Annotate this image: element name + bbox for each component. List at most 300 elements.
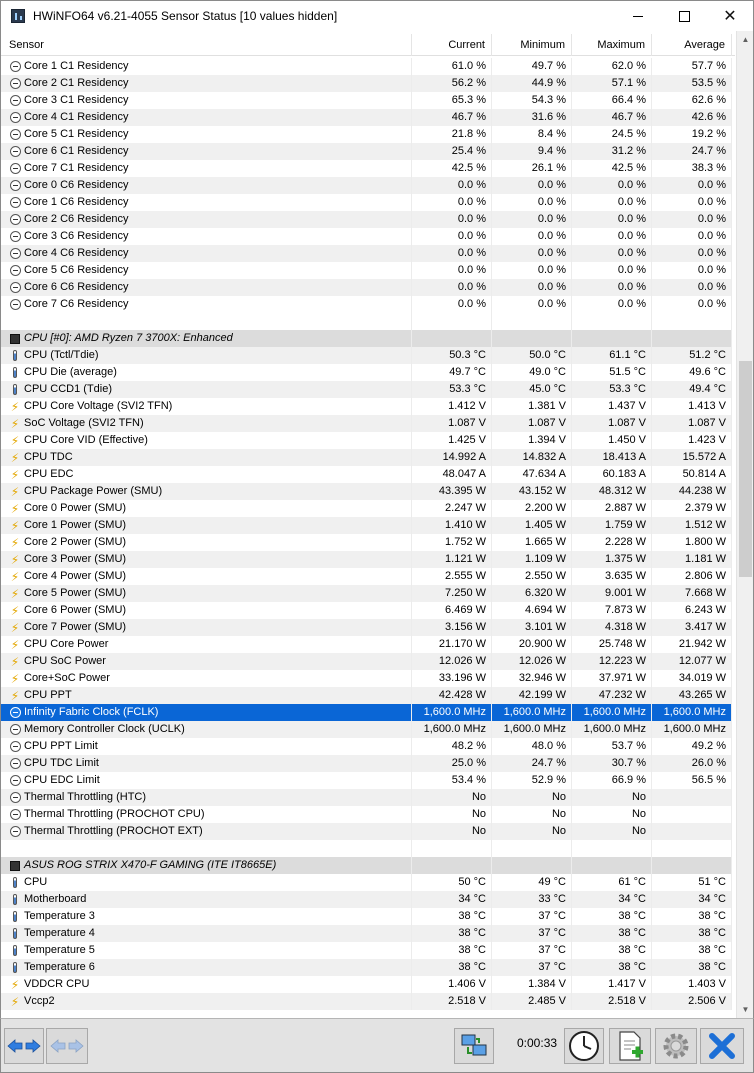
minimum-value-cell: 31.6 % — [492, 109, 572, 126]
close-sensors-button[interactable] — [700, 1028, 744, 1064]
maximum-value-cell: 61.1 °C — [572, 347, 652, 364]
sensor-label: Core 7 Power (SMU) — [24, 621, 127, 633]
thermometer-icon — [9, 384, 21, 396]
maximum-value-cell: 66.4 % — [572, 92, 652, 109]
table-row[interactable] — [1, 789, 734, 806]
current-value-cell: 33.196 W — [412, 670, 492, 687]
current-value-cell — [412, 840, 492, 857]
sensor-name-cell — [1, 517, 412, 534]
maximum-value-cell: 1.417 V — [572, 976, 652, 993]
thermometer-icon — [9, 350, 21, 362]
network-computers-icon — [459, 1031, 489, 1061]
table-row[interactable] — [1, 296, 734, 313]
clock-icon — [9, 112, 21, 124]
current-value-cell: 14.992 A — [412, 449, 492, 466]
sensor-label: Core 2 C1 Residency — [24, 77, 129, 89]
table-row[interactable] — [1, 58, 734, 75]
network-button[interactable] — [454, 1028, 494, 1064]
average-value-cell: 49.2 % — [652, 738, 732, 755]
bolt-icon: ⚡ — [10, 688, 20, 703]
clock-icon — [9, 197, 21, 209]
table-row[interactable] — [1, 721, 734, 738]
left-right-arrows-disabled-icon — [50, 1037, 84, 1055]
minimum-value-cell: 42.199 W — [492, 687, 572, 704]
table-row[interactable] — [1, 925, 734, 942]
minimum-value-cell: 6.320 W — [492, 585, 572, 602]
average-value-cell: 38.3 % — [652, 160, 732, 177]
sensor-label: VDDCR CPU — [24, 978, 90, 990]
current-value-cell: 0.0 % — [412, 245, 492, 262]
table-row[interactable] — [1, 279, 734, 296]
table-row[interactable] — [1, 109, 734, 126]
sensor-name-cell — [1, 789, 412, 806]
reset-timer-button[interactable] — [564, 1028, 604, 1064]
minimum-value-cell: 0.0 % — [492, 194, 572, 211]
average-value-cell: 38 °C — [652, 925, 732, 942]
average-value-cell: 1.423 V — [652, 432, 732, 449]
maximum-value-cell: 46.7 % — [572, 109, 652, 126]
sensor-label: Core 1 Power (SMU) — [24, 519, 127, 531]
maximum-value-cell: 30.7 % — [572, 755, 652, 772]
table-row[interactable] — [1, 262, 734, 279]
sensor-label: Thermal Throttling (PROCHOT EXT) — [24, 825, 203, 837]
minimize-button[interactable] — [615, 1, 661, 31]
minimum-value-cell: No — [492, 806, 572, 823]
current-value-cell: 48.047 A — [412, 466, 492, 483]
table-row[interactable] — [1, 449, 734, 466]
table-row[interactable] — [1, 194, 734, 211]
sensor-name-cell — [1, 364, 412, 381]
table-row[interactable] — [1, 823, 734, 840]
current-value-cell: 38 °C — [412, 942, 492, 959]
maximum-value-cell: 25.748 W — [572, 636, 652, 653]
maximum-value-cell: 62.0 % — [572, 58, 652, 75]
average-value-cell: 49.6 °C — [652, 364, 732, 381]
table-row[interactable] — [1, 704, 734, 721]
table-row[interactable] — [1, 500, 734, 517]
maximum-value-cell — [572, 313, 652, 330]
table-row[interactable] — [1, 942, 734, 959]
sensor-name-cell — [1, 925, 412, 942]
table-row[interactable] — [1, 398, 734, 415]
table-row[interactable] — [1, 959, 734, 976]
minimum-value-cell: 49.0 °C — [492, 364, 572, 381]
minimum-value-cell: 1.381 V — [492, 398, 572, 415]
average-value-cell — [652, 330, 732, 347]
clock-icon — [9, 248, 21, 260]
maximum-value-cell: 1.759 W — [572, 517, 652, 534]
current-value-cell: 1.410 W — [412, 517, 492, 534]
sensor-label: Core 3 C1 Residency — [24, 94, 129, 106]
sensor-label: Thermal Throttling (HTC) — [24, 791, 147, 803]
average-value-cell: 34 °C — [652, 891, 732, 908]
table-row[interactable] — [1, 92, 734, 109]
sensor-name-cell — [1, 177, 412, 194]
sensor-label: Core 3 C6 Residency — [24, 230, 129, 242]
table-row[interactable] — [1, 772, 734, 789]
current-value-cell: No — [412, 806, 492, 823]
table-row[interactable] — [1, 245, 734, 262]
table-row[interactable] — [1, 177, 734, 194]
current-value-cell: No — [412, 789, 492, 806]
table-row[interactable] — [1, 143, 734, 160]
average-value-cell: 34.019 W — [652, 670, 732, 687]
minimum-value-cell: 1.109 W — [492, 551, 572, 568]
sensor-label: Core 6 C6 Residency — [24, 281, 129, 293]
sensor-label: CPU CCD1 (Tdie) — [24, 383, 113, 395]
bolt-icon: ⚡ — [10, 994, 20, 1009]
current-value-cell: 25.0 % — [412, 755, 492, 772]
average-value-cell: 15.572 A — [652, 449, 732, 466]
table-row[interactable] — [1, 126, 734, 143]
minimum-value-cell: 37 °C — [492, 908, 572, 925]
column-header-current[interactable]: Current — [412, 34, 492, 56]
bolt-icon: ⚡ — [10, 620, 20, 635]
maximum-value-cell: 18.413 A — [572, 449, 652, 466]
average-value-cell: 38 °C — [652, 908, 732, 925]
scroll-down-arrow-icon[interactable]: ▼ — [741, 1005, 750, 1014]
average-value-cell: 2.379 W — [652, 500, 732, 517]
sensor-name-cell — [1, 806, 412, 823]
thermometer-icon — [9, 894, 21, 906]
bolt-icon: ⚡ — [10, 501, 20, 516]
minimum-value-cell: 0.0 % — [492, 262, 572, 279]
sensor-name-cell — [1, 313, 412, 330]
minimum-value-cell: 0.0 % — [492, 245, 572, 262]
maximum-value-cell: 42.5 % — [572, 160, 652, 177]
sensor-name-cell — [1, 398, 412, 415]
table-row[interactable] — [1, 636, 734, 653]
maximum-value-cell: 4.318 W — [572, 619, 652, 636]
current-value-cell: 61.0 % — [412, 58, 492, 75]
scrollbar-thumb[interactable] — [739, 361, 752, 577]
average-value-cell — [652, 313, 732, 330]
sensor-label: Thermal Throttling (PROCHOT CPU) — [24, 808, 205, 820]
minimum-value-cell: 52.9 % — [492, 772, 572, 789]
current-value-cell: 6.469 W — [412, 602, 492, 619]
sensor-label: Core+SoC Power — [24, 672, 110, 684]
maximum-value-cell: No — [572, 789, 652, 806]
maximum-value-cell: 66.9 % — [572, 772, 652, 789]
current-value-cell: 25.4 % — [412, 143, 492, 160]
current-value-cell: 46.7 % — [412, 109, 492, 126]
sensor-name-cell — [1, 704, 412, 721]
average-value-cell: 6.243 W — [652, 602, 732, 619]
table-row[interactable] — [1, 891, 734, 908]
sensor-name-cell — [1, 500, 412, 517]
sensor-label: Core 3 Power (SMU) — [24, 553, 127, 565]
table-row[interactable] — [1, 432, 734, 449]
sensor-name-cell — [1, 551, 412, 568]
bolt-icon: ⚡ — [10, 637, 20, 652]
table-row[interactable] — [1, 534, 734, 551]
sensor-name-cell — [1, 653, 412, 670]
average-value-cell: 21.942 W — [652, 636, 732, 653]
current-value-cell: 1.425 V — [412, 432, 492, 449]
sensor-group-row[interactable] — [1, 857, 734, 874]
sensor-name-cell — [1, 194, 412, 211]
clock-icon — [9, 163, 21, 175]
clock-icon — [9, 741, 21, 753]
sensor-name-cell — [1, 534, 412, 551]
start-logging-button[interactable] — [609, 1028, 651, 1064]
minimum-value-cell: 2.550 W — [492, 568, 572, 585]
average-value-cell: 19.2 % — [652, 126, 732, 143]
sensor-label: Temperature 6 — [24, 961, 95, 973]
table-row[interactable] — [1, 908, 734, 925]
maximize-button[interactable] — [661, 1, 707, 31]
column-header-maximum[interactable]: Maximum — [572, 34, 652, 56]
sensor-label: Core 7 C1 Residency — [24, 162, 129, 174]
table-row[interactable] — [1, 755, 734, 772]
minimum-value-cell: No — [492, 789, 572, 806]
sensor-name-cell — [1, 636, 412, 653]
thermometer-icon — [9, 928, 21, 940]
table-row[interactable] — [1, 874, 734, 891]
current-value-cell: 0.0 % — [412, 228, 492, 245]
average-value-cell: 49.4 °C — [652, 381, 732, 398]
sensor-label: Core 5 C6 Residency — [24, 264, 129, 276]
sensor-name-cell — [1, 959, 412, 976]
maximum-value-cell: 61 °C — [572, 874, 652, 891]
table-row[interactable] — [1, 551, 734, 568]
average-value-cell: 1.181 W — [652, 551, 732, 568]
bolt-icon: ⚡ — [10, 586, 20, 601]
minimum-value-cell: 0.0 % — [492, 228, 572, 245]
minimum-value-cell: 1.405 W — [492, 517, 572, 534]
maximum-value-cell: 51.5 °C — [572, 364, 652, 381]
current-value-cell: 53.4 % — [412, 772, 492, 789]
sensor-rows — [1, 58, 734, 1010]
sensor-name-cell — [1, 602, 412, 619]
minimum-value-cell: 37 °C — [492, 942, 572, 959]
table-row[interactable] — [1, 364, 734, 381]
table-row[interactable] — [1, 483, 734, 500]
sensor-name-cell — [1, 891, 412, 908]
close-window-button[interactable]: ✕ — [723, 8, 737, 25]
sensor-group-row[interactable] — [1, 330, 734, 347]
clock-icon — [9, 146, 21, 158]
bolt-icon: ⚡ — [10, 399, 20, 414]
clock-icon — [9, 775, 21, 787]
sensor-label: Temperature 4 — [24, 927, 95, 939]
clock-icon — [568, 1030, 600, 1062]
table-row[interactable] — [1, 211, 734, 228]
table-row[interactable] — [1, 976, 734, 993]
sensor-name-cell — [1, 262, 412, 279]
maximum-value-cell: 2.228 W — [572, 534, 652, 551]
current-value-cell: 38 °C — [412, 925, 492, 942]
minimum-value-cell: 0.0 % — [492, 211, 572, 228]
sensor-label: SoC Voltage (SVI2 TFN) — [24, 417, 144, 429]
navigate-arrows-disabled-button[interactable] — [46, 1028, 88, 1064]
minimum-value-cell: 1,600.0 MHz — [492, 721, 572, 738]
scroll-up-arrow-icon[interactable]: ▲ — [741, 35, 750, 44]
sensor-label: Core 4 C1 Residency — [24, 111, 129, 123]
sensor-name-cell — [1, 330, 412, 347]
average-value-cell: 51.2 °C — [652, 347, 732, 364]
bolt-icon: ⚡ — [10, 416, 20, 431]
sensor-label: Core 1 C1 Residency — [24, 60, 129, 72]
clock-icon — [9, 299, 21, 311]
bolt-icon: ⚡ — [10, 569, 20, 584]
current-value-cell — [412, 857, 492, 874]
minimum-value-cell: 49.7 % — [492, 58, 572, 75]
clock-icon — [9, 282, 21, 294]
maximum-value-cell: 1.450 V — [572, 432, 652, 449]
maximum-value-cell — [572, 330, 652, 347]
sensor-label: CPU TDC Limit — [24, 757, 99, 769]
bolt-icon: ⚡ — [10, 603, 20, 618]
sensor-name-cell — [1, 976, 412, 993]
sensor-label: ASUS ROG STRIX X470-F GAMING (ITE IT8665E) — [24, 859, 277, 871]
sensor-name-cell — [1, 738, 412, 755]
table-row[interactable] — [1, 466, 734, 483]
minimum-value-cell: 3.101 W — [492, 619, 572, 636]
bottom-toolbar — [0, 1018, 754, 1073]
window-title: HWiNFO64 v6.21-4055 Sensor Status [10 values hidden] — [33, 9, 338, 23]
average-value-cell: 56.5 % — [652, 772, 732, 789]
maximum-value-cell — [572, 840, 652, 857]
current-value-cell: 49.7 °C — [412, 364, 492, 381]
average-value-cell: 2.806 W — [652, 568, 732, 585]
current-value-cell — [412, 330, 492, 347]
column-header-minimum[interactable]: Minimum — [492, 34, 572, 56]
current-value-cell: 56.2 % — [412, 75, 492, 92]
minimum-value-cell: 32.946 W — [492, 670, 572, 687]
gear-icon — [660, 1030, 692, 1062]
column-header-sensor[interactable]: Sensor — [1, 34, 412, 56]
sensor-label: Core 0 Power (SMU) — [24, 502, 127, 514]
sensor-name-cell — [1, 381, 412, 398]
sensor-name-cell — [1, 347, 412, 364]
average-value-cell: 0.0 % — [652, 177, 732, 194]
maximum-value-cell: 38 °C — [572, 959, 652, 976]
sensor-name-cell — [1, 568, 412, 585]
average-value-cell: 0.0 % — [652, 296, 732, 313]
table-row[interactable] — [1, 75, 734, 92]
spacer-row — [1, 313, 734, 330]
sensor-label: CPU TDC — [24, 451, 73, 463]
bolt-icon: ⚡ — [10, 535, 20, 550]
minimum-value-cell: 0.0 % — [492, 279, 572, 296]
sensor-name-cell — [1, 585, 412, 602]
sensor-label: CPU — [24, 876, 48, 888]
sensor-label: CPU EDC — [24, 468, 74, 480]
table-row[interactable] — [1, 602, 734, 619]
maximum-value-cell: 24.5 % — [572, 126, 652, 143]
current-value-cell: 34 °C — [412, 891, 492, 908]
table-row[interactable] — [1, 415, 734, 432]
minimum-value-cell: 2.200 W — [492, 500, 572, 517]
maximum-value-cell: 0.0 % — [572, 245, 652, 262]
sensor-name-cell — [1, 721, 412, 738]
vertical-scrollbar[interactable] — [736, 31, 753, 1018]
clock-icon — [9, 707, 21, 719]
table-row[interactable] — [1, 806, 734, 823]
sensor-name-cell — [1, 143, 412, 160]
table-row[interactable] — [1, 517, 734, 534]
average-value-cell: 42.6 % — [652, 109, 732, 126]
sensor-label: CPU Core Power — [24, 638, 109, 650]
bolt-icon: ⚡ — [10, 977, 20, 992]
column-header-average[interactable]: Average — [652, 34, 732, 56]
average-value-cell: 2.506 V — [652, 993, 732, 1010]
table-row[interactable] — [1, 619, 734, 636]
current-value-cell: 1.752 W — [412, 534, 492, 551]
average-value-cell — [652, 857, 732, 874]
average-value-cell: 53.5 % — [652, 75, 732, 92]
maximum-value-cell: 2.518 V — [572, 993, 652, 1010]
minimum-value-cell: 44.9 % — [492, 75, 572, 92]
minimum-value-cell — [492, 313, 572, 330]
sensor-label: CPU PPT Limit — [24, 740, 98, 752]
sensor-name-cell — [1, 126, 412, 143]
average-value-cell: 62.6 % — [652, 92, 732, 109]
sensor-name-cell — [1, 857, 412, 874]
maximum-value-cell: No — [572, 806, 652, 823]
navigate-arrows-button[interactable] — [4, 1028, 44, 1064]
table-row[interactable] — [1, 738, 734, 755]
sensor-label: Motherboard — [24, 893, 87, 905]
table-row[interactable] — [1, 993, 734, 1010]
average-value-cell — [652, 806, 732, 823]
sensor-label: Core 4 Power (SMU) — [24, 570, 127, 582]
sensor-label: Temperature 3 — [24, 910, 95, 922]
current-value-cell: 12.026 W — [412, 653, 492, 670]
maximum-value-cell: 0.0 % — [572, 177, 652, 194]
sensor-name-cell — [1, 92, 412, 109]
minimum-value-cell: 37 °C — [492, 959, 572, 976]
maximum-value-cell: 0.0 % — [572, 296, 652, 313]
bolt-icon: ⚡ — [10, 450, 20, 465]
current-value-cell: 0.0 % — [412, 296, 492, 313]
table-row[interactable] — [1, 653, 734, 670]
minimum-value-cell: 54.3 % — [492, 92, 572, 109]
minimum-value-cell — [492, 857, 572, 874]
minimum-value-cell — [492, 330, 572, 347]
table-row[interactable] — [1, 585, 734, 602]
bolt-icon: ⚡ — [10, 671, 20, 686]
minimum-value-cell: 12.026 W — [492, 653, 572, 670]
table-row[interactable] — [1, 160, 734, 177]
maximum-value-cell: 47.232 W — [572, 687, 652, 704]
table-row[interactable] — [1, 568, 734, 585]
maximum-value-cell: 1,600.0 MHz — [572, 704, 652, 721]
settings-button[interactable] — [655, 1028, 697, 1064]
sensor-label: Core 0 C6 Residency — [24, 179, 129, 191]
current-value-cell: 0.0 % — [412, 279, 492, 296]
table-row[interactable] — [1, 687, 734, 704]
table-row[interactable] — [1, 228, 734, 245]
maximum-value-cell: 57.1 % — [572, 75, 652, 92]
table-row[interactable] — [1, 347, 734, 364]
maximum-value-cell: 53.3 °C — [572, 381, 652, 398]
average-value-cell: 26.0 % — [652, 755, 732, 772]
minimum-value-cell: 1,600.0 MHz — [492, 704, 572, 721]
current-value-cell: 42.5 % — [412, 160, 492, 177]
average-value-cell — [652, 789, 732, 806]
current-value-cell: 43.395 W — [412, 483, 492, 500]
minimum-value-cell: 45.0 °C — [492, 381, 572, 398]
clock-icon — [9, 95, 21, 107]
table-row[interactable] — [1, 381, 734, 398]
minimum-value-cell: 33 °C — [492, 891, 572, 908]
close-x-icon — [707, 1031, 737, 1061]
current-value-cell: 1.412 V — [412, 398, 492, 415]
average-value-cell: 57.7 % — [652, 58, 732, 75]
table-row[interactable] — [1, 670, 734, 687]
